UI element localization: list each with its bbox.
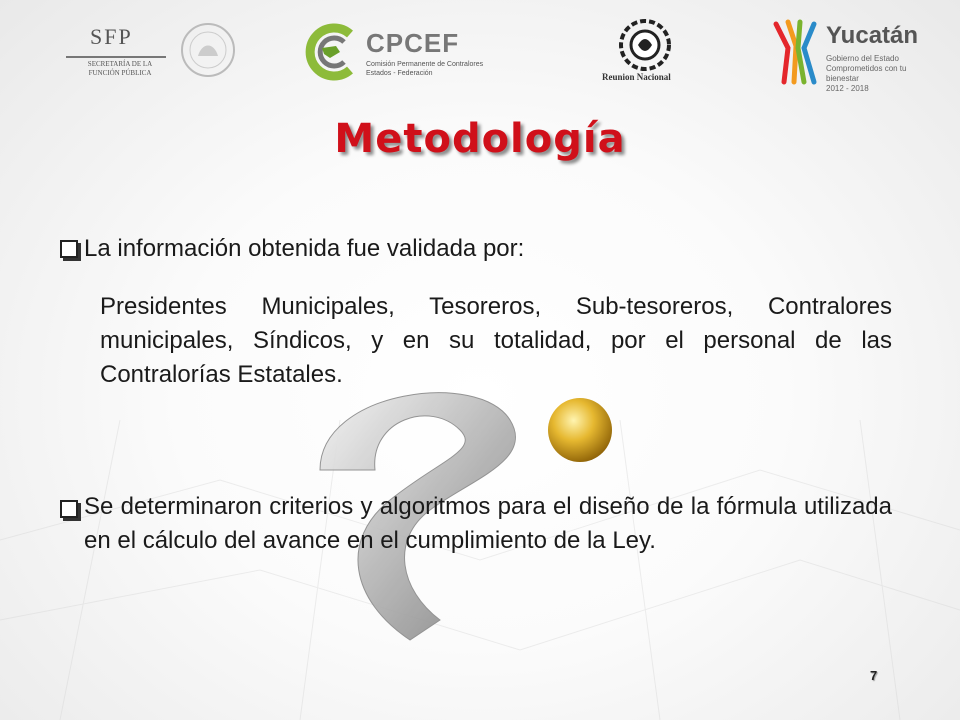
aztec-emblem-icon <box>618 18 672 72</box>
yucatan-logo <box>770 18 940 93</box>
cpcef-logo <box>300 22 490 82</box>
mexico-seal-icon <box>178 20 238 80</box>
gold-sphere-icon <box>548 398 612 462</box>
yucatan-years: 2012 - 2018 <box>826 84 869 93</box>
validators-paragraph: Presidentes Municipales, Tesoreros, Sub-tesoreros, Contralores municipales, Síndicos, y en su totalidad, por el personal de las Contralorías Estatales. <box>100 293 892 388</box>
cpcef-subtitle: Comisión Permanente de Contralores Estados - Federación <box>366 61 484 77</box>
reunion-nacional-logo <box>590 18 700 88</box>
yucatan-tagline: Comprometidos con tu bienestar <box>826 64 907 83</box>
yucatan-subtitle <box>826 54 940 94</box>
page-number: 7 <box>870 668 878 683</box>
bullet-2-text: Se determinaron criterios y algoritmos para el diseño de la fórmula utilizada en el cálculo del avance en el cumplimiento de la Ley. <box>84 493 892 554</box>
cpcef-emblem-icon <box>300 22 362 82</box>
sfp-abbr: SFP <box>90 24 133 49</box>
sfp-logo <box>60 22 170 82</box>
bullet-1-text: La información obtenida fue validada por: <box>84 235 525 262</box>
cpcef-abbr: CPCEF <box>366 28 460 58</box>
header-logos <box>0 0 960 100</box>
yucatan-name: Yucatán <box>826 22 919 49</box>
reunion-label: Reunion Nacional <box>602 72 671 82</box>
slide-title: Metodología <box>334 116 626 162</box>
checkbox-bullet-icon <box>60 500 78 518</box>
yucatan-gov: Gobierno del Estado <box>826 54 899 63</box>
yucatan-emblem-icon <box>770 18 822 86</box>
checkbox-bullet-icon <box>60 240 78 258</box>
sfp-divider <box>66 56 166 58</box>
sfp-subtitle: SECRETARÍA DE LA FUNCIÓN PÚBLICA <box>87 60 153 77</box>
